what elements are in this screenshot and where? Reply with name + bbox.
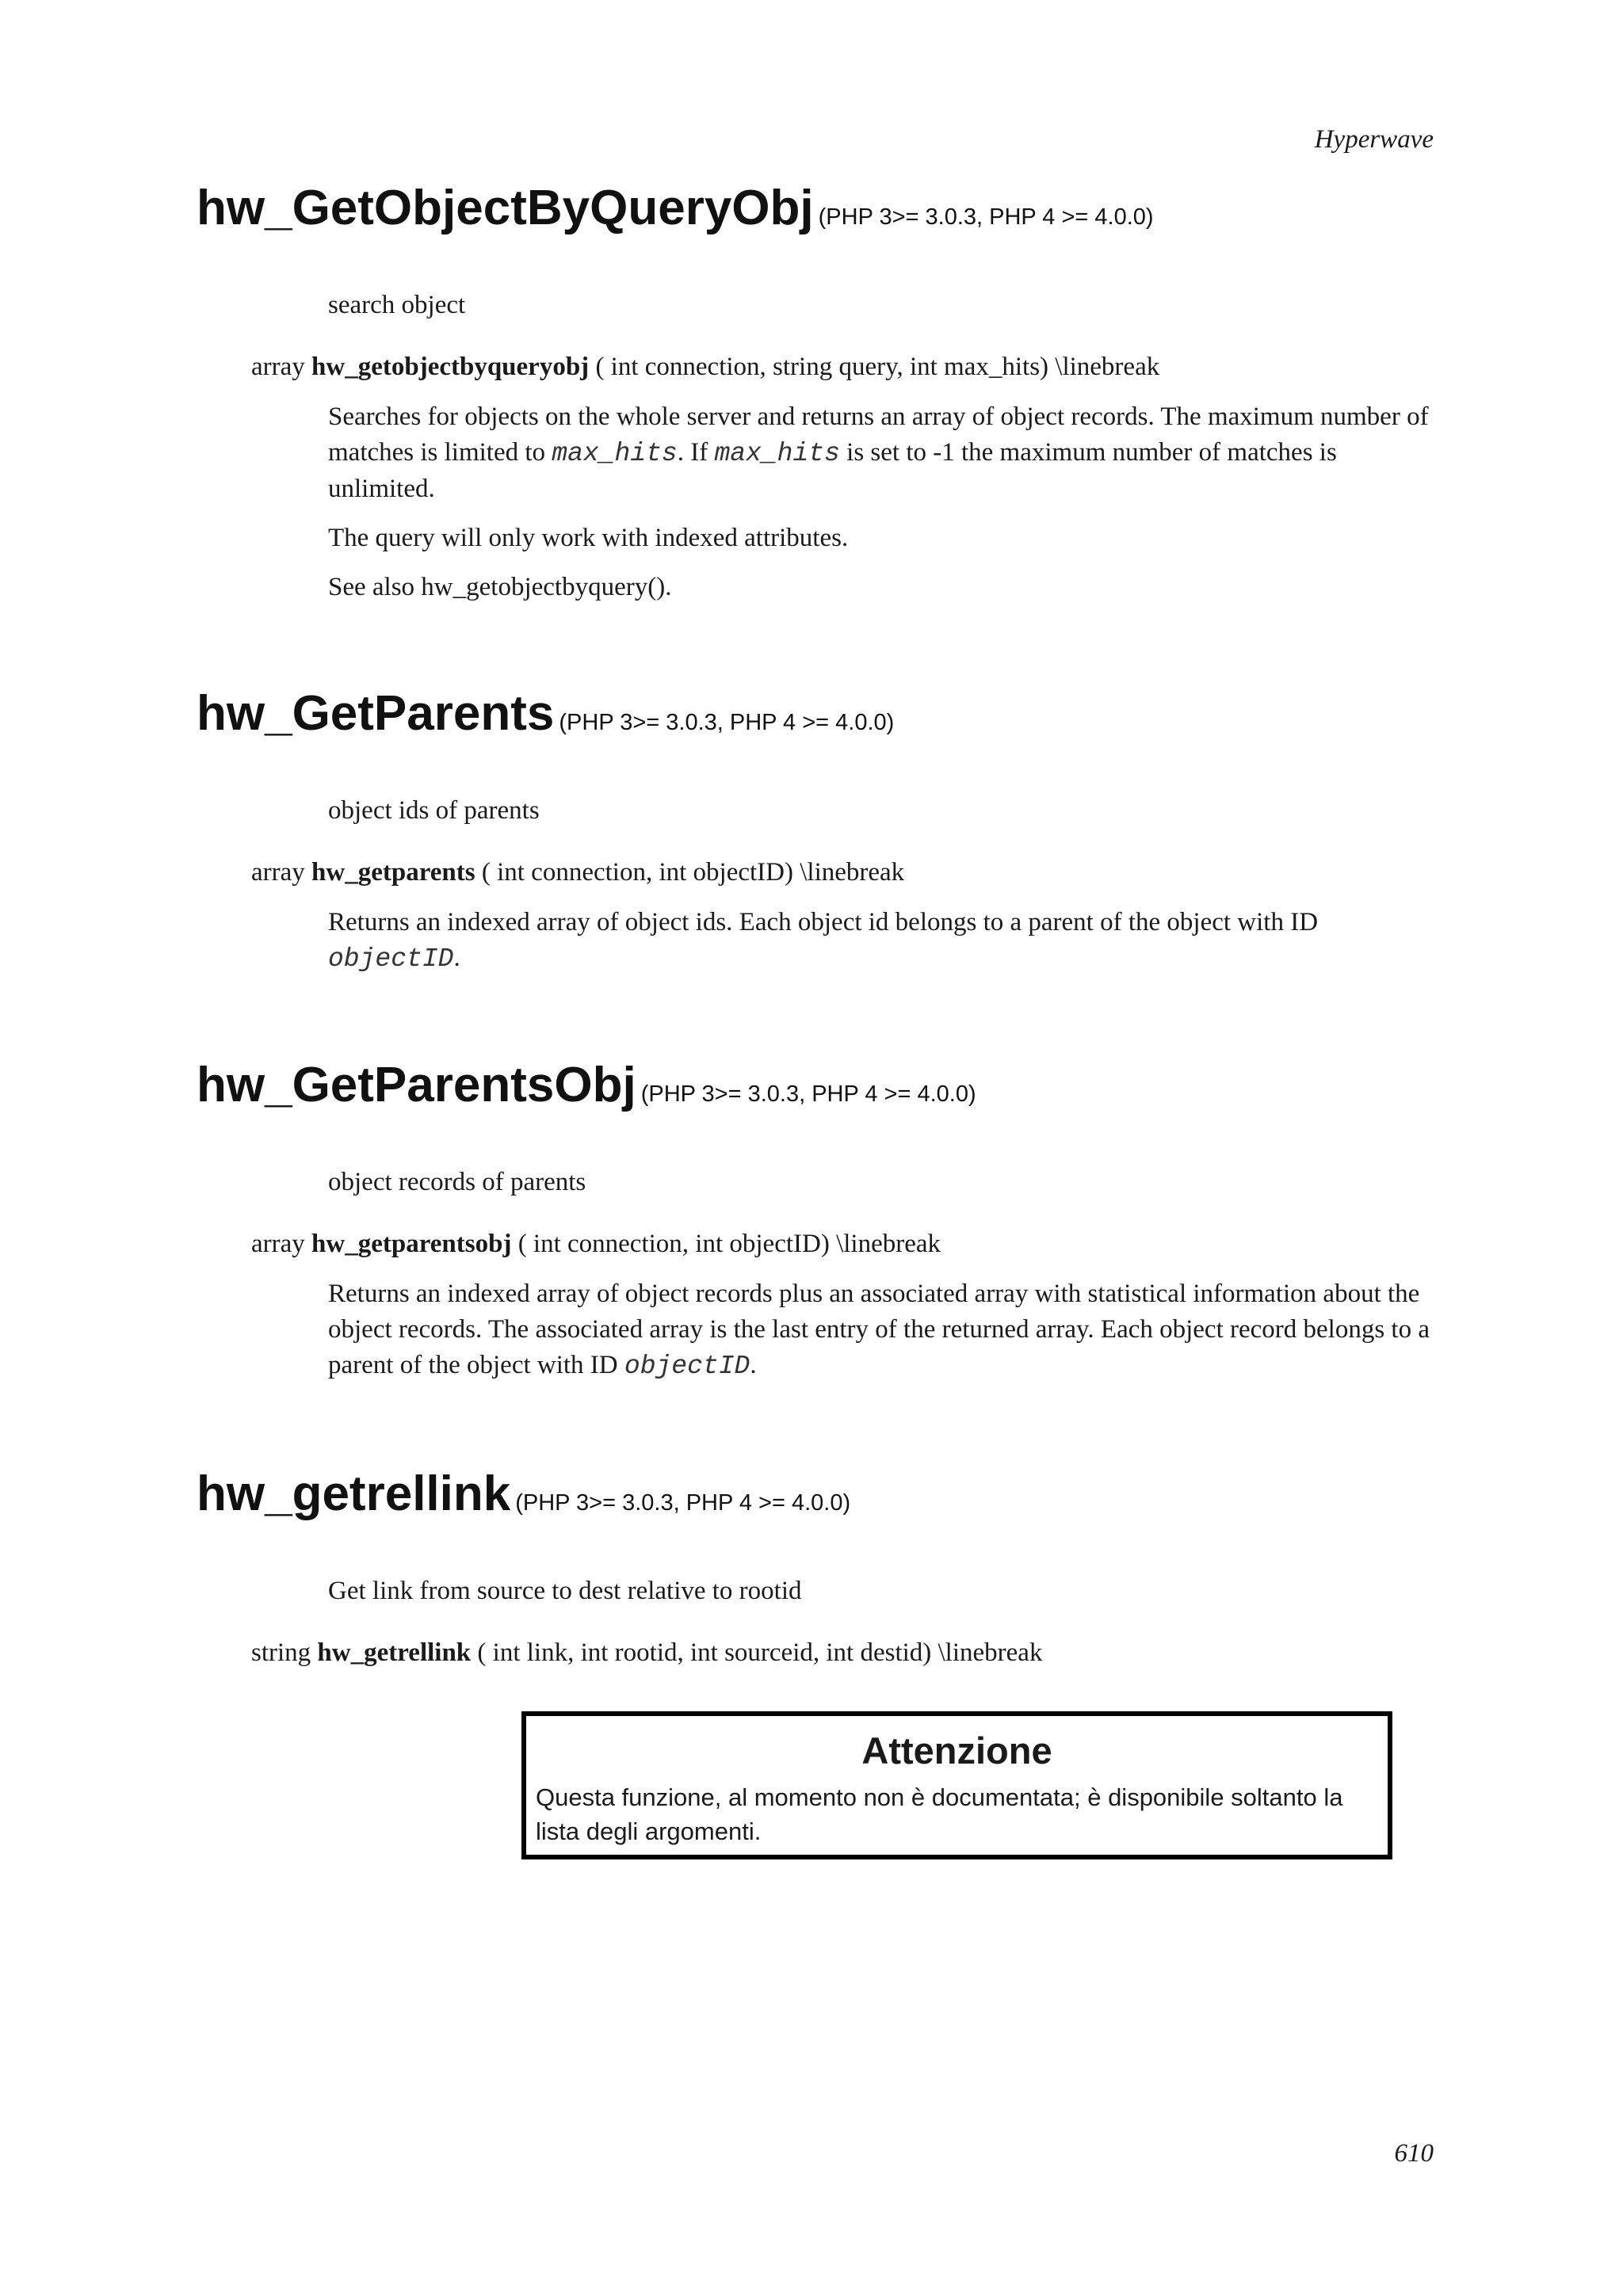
- return-type: array: [251, 1230, 305, 1258]
- synopsis-args: ( int connection, int objectID) \linebreak: [511, 1230, 941, 1258]
- description-paragraph: Returns an indexed array of object ids. Each object id belongs to a parent of the object with ID objectID.: [328, 908, 1319, 974]
- synopsis-function-name: hw_getobjectbyqueryobj: [311, 353, 590, 381]
- synopsis-function-name: hw_getparentsobj: [311, 1230, 512, 1258]
- function-description: [328, 1276, 1438, 1398]
- parameter-name: max_hits: [552, 439, 678, 468]
- return-type: string: [251, 1638, 311, 1667]
- entry-title: [197, 1466, 851, 1521]
- function-description: [328, 399, 1438, 619]
- function-synopsis: [251, 353, 1159, 382]
- function-purpose: object records of parents: [328, 1168, 586, 1196]
- version-info: (PHP 3>= 3.0.3, PHP 4 >= 4.0.0): [818, 204, 1154, 230]
- warning-title: Attenzione: [861, 1730, 1052, 1772]
- description-paragraph: Searches for objects on the whole server and returns an array of object records. The maximum number of matches is limited to max_hits. If max_hits is set to -1 the maximum number of matches is unlimited.: [328, 402, 1429, 503]
- description-paragraph: Returns an indexed array of object records plus an associated array with statistical information about the object records. The associated array is the last entry of the returned array. Each object record belongs to a parent of the object with ID objectID.: [328, 1280, 1430, 1381]
- parameter-name: max_hits: [714, 439, 840, 468]
- running-header: Hyperwave: [1314, 125, 1434, 154]
- entry-title: [197, 181, 1154, 235]
- synopsis-function-name: hw_getparents: [311, 858, 475, 887]
- function-synopsis: [251, 1638, 1042, 1668]
- function-synopsis: [251, 858, 904, 887]
- page-number: 610: [1394, 2139, 1434, 2168]
- function-name: hw_getrellink: [197, 1466, 511, 1521]
- synopsis-args: ( int link, int rootid, int sourceid, int destid) \linebreak: [471, 1638, 1043, 1667]
- parameter-name: objectID: [328, 944, 454, 974]
- function-name: hw_GetParents: [197, 686, 555, 741]
- description-paragraph: The query will only work with indexed attributes.: [328, 524, 849, 552]
- function-purpose: object ids of parents: [328, 796, 540, 825]
- function-purpose: search object: [328, 291, 466, 319]
- warning-box: [521, 1711, 1392, 1859]
- version-info: (PHP 3>= 3.0.3, PHP 4 >= 4.0.0): [640, 1081, 976, 1107]
- function-name: hw_GetParentsObj: [197, 1058, 636, 1112]
- entry-title: [197, 686, 895, 741]
- parameter-name: objectID: [624, 1352, 750, 1381]
- synopsis-args: ( int connection, string query, int max_hits) \linebreak: [589, 353, 1160, 381]
- entry-title: [197, 1058, 976, 1112]
- function-description: [328, 905, 1438, 990]
- function-synopsis: [251, 1230, 941, 1259]
- function-name: hw_GetObjectByQueryObj: [197, 181, 814, 235]
- function-purpose: Get link from source to dest relative to rootid: [328, 1577, 802, 1605]
- return-type: array: [251, 353, 305, 381]
- return-type: array: [251, 858, 305, 887]
- description-paragraph: See also hw_getobjectbyquery().: [328, 573, 672, 601]
- warning-text: Questa funzione, al momento non è documentata; è disponibile soltanto la lista degli argomenti.: [536, 1783, 1343, 1845]
- version-info: (PHP 3>= 3.0.3, PHP 4 >= 4.0.0): [515, 1490, 851, 1516]
- synopsis-function-name: hw_getrellink: [317, 1638, 472, 1667]
- synopsis-args: ( int connection, int objectID) \linebreak: [475, 858, 905, 887]
- version-info: (PHP 3>= 3.0.3, PHP 4 >= 4.0.0): [559, 710, 895, 735]
